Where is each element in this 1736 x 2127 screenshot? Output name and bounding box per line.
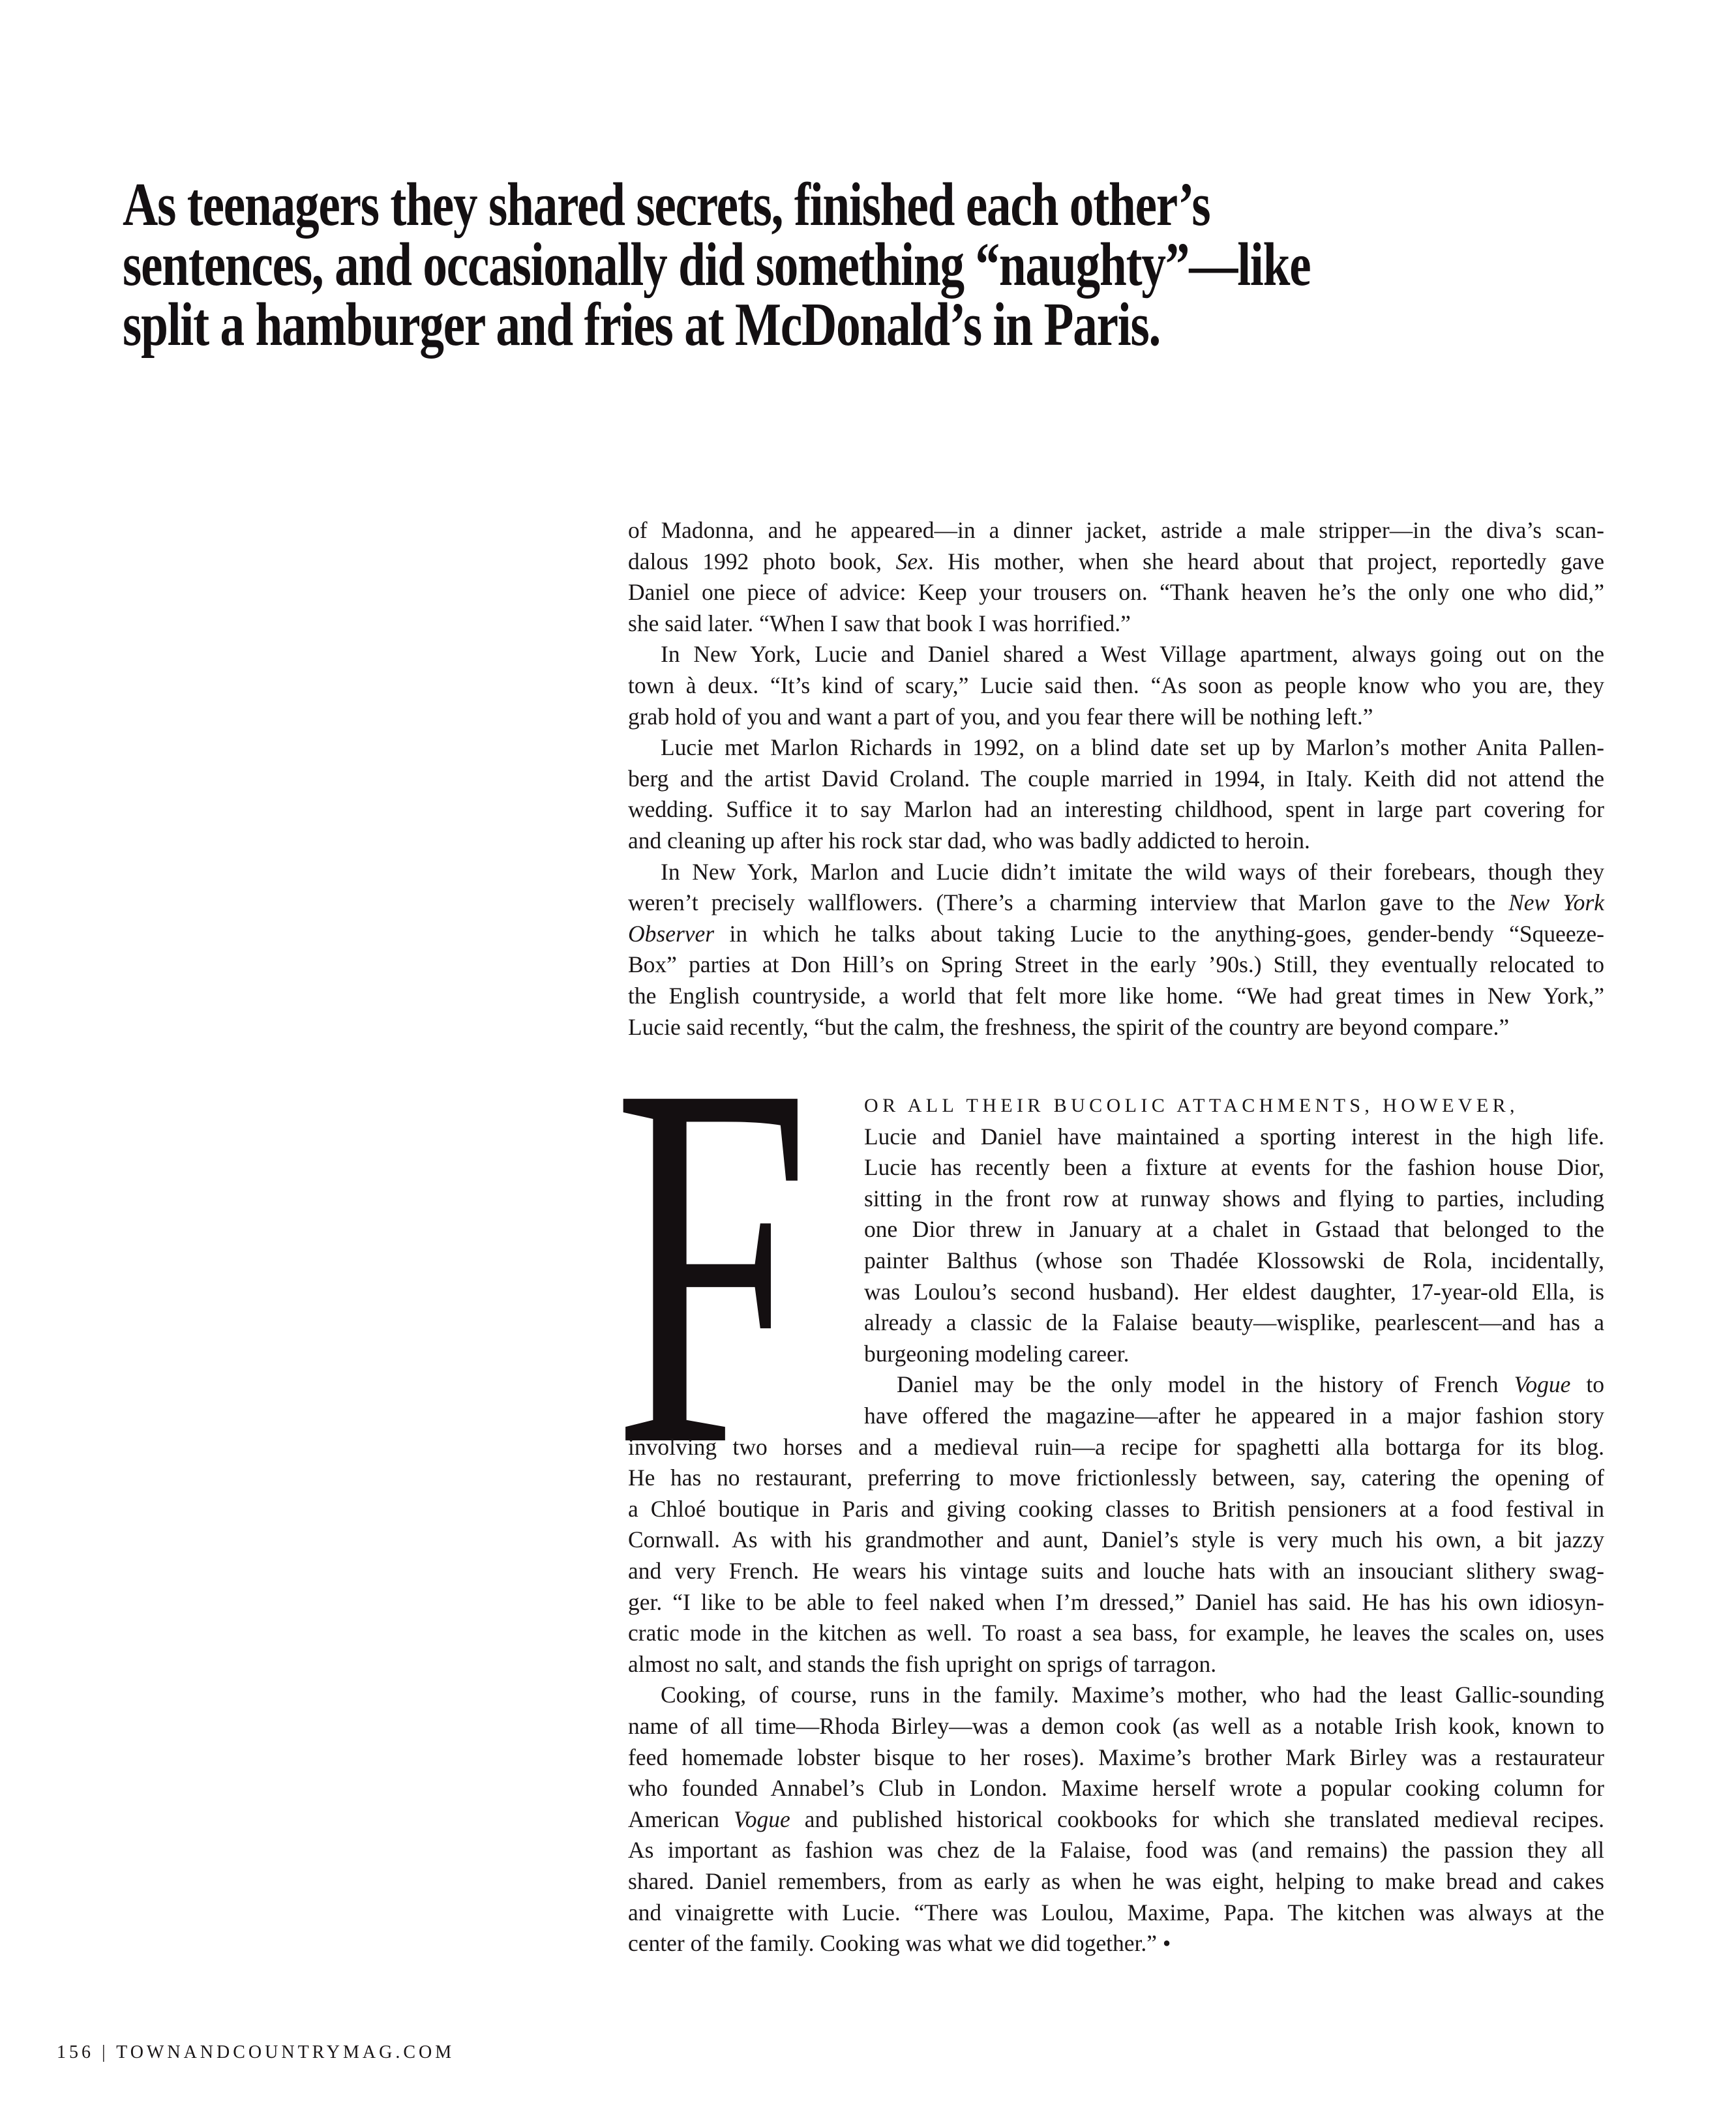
text-line <box>628 1711 1604 1742</box>
page-number: 156 <box>57 2042 94 2062</box>
text-line <box>628 1649 1604 1680</box>
text-line <box>661 732 1604 764</box>
text-line <box>628 577 1604 608</box>
text-line <box>628 919 1604 950</box>
italic-title: Sex <box>895 548 928 574</box>
text-line <box>628 1835 1604 1866</box>
text-run: Daniel may be the only model in the history of French <box>897 1371 1514 1398</box>
drop-cap: F <box>613 976 811 1554</box>
text-line <box>628 1525 1604 1556</box>
text-run: Cooking, of course, runs in the family. Maxime’s mother, who had the least Gallic-sounding <box>661 1682 1604 1708</box>
text-line <box>864 1277 1604 1308</box>
text-run: burgeoning modeling career. <box>864 1340 1130 1367</box>
text-run: Lucie has recently been a fixture at events for the fashion house Dior, <box>864 1154 1604 1181</box>
text-run: shared. Daniel remembers, from as early as when he was eight, helping to make bread and cakes <box>628 1868 1604 1894</box>
text-run: grab hold of you and want a part of you, and you fear there will be nothing left.” <box>628 703 1373 730</box>
text-line <box>628 670 1604 702</box>
headline-line: sentences, and occasionally did something “naughty”—like <box>123 231 1311 299</box>
text-run: cratic mode in the kitchen as well. To roast a sea bass, for example, he leaves the scales on, uses <box>628 1620 1604 1646</box>
text-line <box>628 826 1604 857</box>
text-run: was Loulou’s second husband). Her eldest daughter, 17-year-old Ella, is <box>864 1278 1604 1305</box>
italic-title: Vogue <box>733 1806 790 1832</box>
text-line <box>628 1494 1604 1525</box>
text-line <box>628 764 1604 795</box>
text-line <box>864 1214 1604 1245</box>
text-line <box>628 1742 1604 1774</box>
text-line <box>628 1463 1604 1494</box>
text-run: one Dior threw in January at a chalet in Gstaad that belonged to the <box>864 1216 1604 1243</box>
headline-line: split a hamburger and fries at McDonald’s in Paris. <box>123 291 1161 359</box>
text-run: and vinaigrette with Lucie. “There was Loulou, Maxime, Papa. The kitchen was always at the <box>628 1899 1604 1926</box>
text-run: wedding. Suffice it to say Marlon had an interesting childhood, spent in large part covering for <box>628 796 1604 823</box>
text-line <box>628 1432 1604 1463</box>
text-line <box>628 1773 1604 1804</box>
text-run: of Madonna, and he appeared—in a dinner jacket, astride a male stripper—in the diva’s scan- <box>628 517 1604 543</box>
text-run: Lucie said recently, “but the calm, the freshness, the spirit of the country are beyond compare.” <box>628 1013 1510 1040</box>
text-run: In New York, Marlon and Lucie didn’t imitate the wild ways of their forebears, though they <box>661 858 1604 885</box>
text-line <box>864 1339 1604 1370</box>
text-run: painter Balthus (whose son Thadée Klossowski de Rola, incidentally, <box>864 1247 1604 1273</box>
italic-title: Vogue <box>1514 1371 1571 1398</box>
text-run: name of all time—Rhoda Birley—was a demon cook (as well as a notable Irish kook, known to <box>628 1713 1604 1739</box>
text-run: a Chloé boutique in Paris and giving cooking classes to British pensioners at a food festival in <box>628 1495 1604 1522</box>
text-run: berg and the artist David Croland. The couple married in 1994, in Italy. Keith did not attend the <box>628 765 1604 792</box>
text-run: ger. “I like to be able to feel naked when I’m dressed,” Daniel has said. He has his own idiosyn- <box>628 1588 1604 1615</box>
text-line <box>628 515 1604 546</box>
text-line <box>864 1307 1604 1339</box>
text-line <box>661 1680 1604 1711</box>
text-run: involving two horses and a medieval ruin—a recipe for spaghetti alla bottarga for its blog. <box>628 1433 1604 1460</box>
text-run: Box” parties at Don Hill’s on Spring Street in the early ’90s.) Still, they eventually relocated to <box>628 951 1604 978</box>
section-lead-smallcaps: OR ALL THEIR BUCOLIC ATTACHMENTS, HOWEVER, <box>864 1095 1519 1116</box>
text-line <box>628 1587 1604 1618</box>
italic-title: Observer <box>628 920 715 947</box>
text-run: already a classic de la Falaise beauty—wisplike, pearlescent—and has a <box>864 1309 1604 1336</box>
text-line <box>628 1556 1604 1587</box>
page-footer <box>57 2042 455 2063</box>
text-run: sitting in the front row at runway shows and flying to parties, including <box>864 1185 1604 1212</box>
text-line <box>628 546 1604 578</box>
text-run: He has no restaurant, preferring to move frictionlessly between, say, catering the opening of <box>628 1465 1604 1491</box>
text-line <box>897 1369 1604 1401</box>
text-line <box>628 608 1604 640</box>
pull-quote-headline <box>123 171 1688 359</box>
footer-separator: | <box>102 2042 109 2062</box>
text-line <box>864 1401 1604 1432</box>
text-run: she said later. “When I saw that book I was horrified.” <box>628 610 1131 636</box>
text-run: dalous 1992 photo book, <box>628 548 896 574</box>
text-line <box>628 1897 1604 1929</box>
text-line <box>864 1245 1604 1277</box>
text-line <box>661 857 1604 888</box>
text-run: have offered the magazine—after he appeared in a major fashion story <box>864 1403 1604 1429</box>
text-line <box>864 1152 1604 1183</box>
text-line <box>628 887 1604 919</box>
footer-site-url: TOWNANDCOUNTRYMAG.COM <box>116 2042 455 2062</box>
text-run: feed homemade lobster bisque to her roses). Maxime’s brother Mark Birley was a restaurateur <box>628 1744 1604 1770</box>
text-run: Lucie and Daniel have maintained a sporting interest in the high life. <box>864 1123 1604 1150</box>
text-run: and published historical cookbooks for which she translated medieval recipes. <box>790 1806 1604 1832</box>
text-run: weren’t precisely wallflowers. (There’s a charming interview that Marlon gave to the <box>628 889 1509 916</box>
italic-title: New York <box>1508 889 1605 916</box>
text-run: center of the family. Cooking was what we did together.” • <box>628 1930 1171 1957</box>
text-run: Lucie met Marlon Richards in 1992, on a blind date set up by Marlon’s mother Anita Pallen- <box>661 734 1604 761</box>
text-line <box>628 1804 1604 1836</box>
text-run: In New York, Lucie and Daniel shared a West Village apartment, always going out on the <box>661 641 1604 668</box>
text-line <box>864 1183 1604 1215</box>
text-run: and very French. He wears his vintage suits and louche hats with an insouciant slithery swag- <box>628 1558 1604 1584</box>
text-run: almost no salt, and stands the fish upright on sprigs of tarragon. <box>628 1650 1217 1677</box>
text-line <box>628 702 1604 733</box>
text-run: American <box>628 1806 734 1832</box>
text-run: and cleaning up after his rock star dad, who was badly addicted to heroin. <box>628 827 1310 854</box>
text-line <box>628 1618 1604 1649</box>
text-run: As important as fashion was chez de la Falaise, food was (and remains) the passion they all <box>628 1837 1604 1864</box>
text-line <box>661 639 1604 670</box>
text-line <box>628 1866 1604 1897</box>
text-run: Daniel one piece of advice: Keep your trousers on. “Thank heaven he’s the only one who did,” <box>628 579 1604 606</box>
text-run: the English countryside, a world that felt more like home. “We had great times in New York,” <box>628 983 1604 1009</box>
text-line <box>628 794 1604 826</box>
text-line <box>864 1122 1604 1153</box>
text-run: town à deux. “It’s kind of scary,” Lucie said then. “As soon as people know who you are, they <box>628 672 1604 698</box>
text-run: to <box>1570 1371 1604 1398</box>
text-run: . His mother, when she heard about that project, reportedly gave <box>927 548 1604 574</box>
text-run: Cornwall. As with his grandmother and aunt, Daniel’s style is very much his own, a bit jazzy <box>628 1526 1604 1553</box>
text-line <box>628 1928 1604 1959</box>
text-run: in which he talks about taking Lucie to the anything-goes, gender-bendy “Squeeze- <box>714 920 1604 947</box>
headline-line: As teenagers they shared secrets, finished each other’s <box>123 171 1210 239</box>
text-run: who founded Annabel’s Club in London. Maxime herself wrote a popular cooking column for <box>628 1775 1604 1802</box>
